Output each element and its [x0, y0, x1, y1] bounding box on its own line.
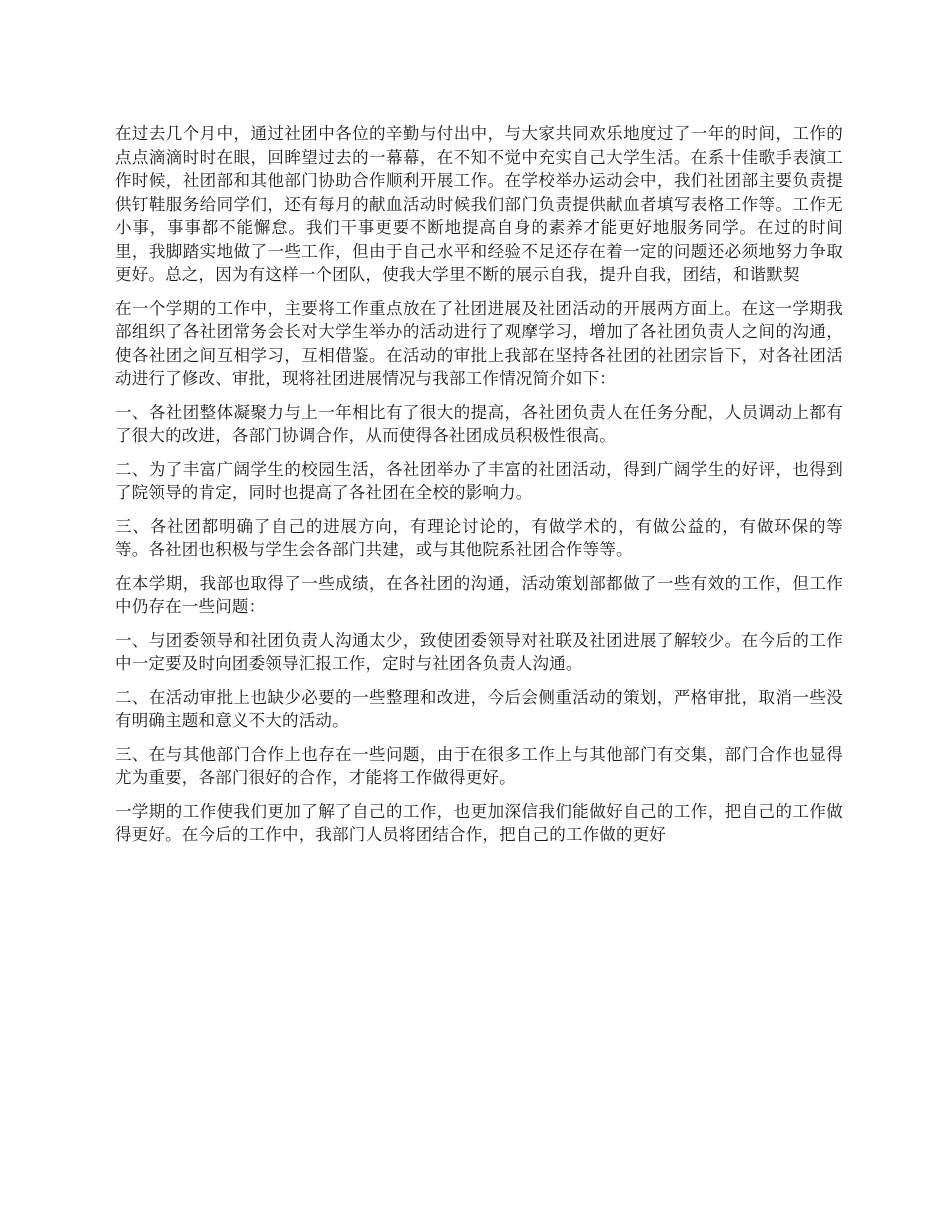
- paragraph-9: 三、在与其他部门合作上也存在一些问题，由于在很多工作上与其他部门有交集，部门合作也显得尤为重要，各部门很好的合作，才能将工作做得更好。: [115, 744, 843, 787]
- document-body: [115, 122, 843, 857]
- paragraph-10: 一学期的工作使我们更加了解了自己的工作，也更加深信我们能做好自己的工作，把自己的工作做得更好。在今后的工作中，我部门人员将团结合作，把自己的工作做的更好: [115, 801, 843, 844]
- paragraph-5: 三、各社团都明确了自己的进展方向，有理论讨论的，有做学术的，有做公益的，有做环保的等等。各社团也积极与学生会各部门共建，或与其他院系社团合作等等。: [115, 516, 843, 559]
- paragraph-8: 二、在活动审批上也缺少必要的一些整理和改进，今后会侧重活动的策划，严格审批，取消一些没有明确主题和意义不大的活动。: [115, 687, 843, 730]
- paragraph-3: 一、各社团整体凝聚力与上一年相比有了很大的提高，各社团负责人在任务分配，人员调动上都有了很大的改进，各部门协调合作，从而使得各社团成员积极性很高。: [115, 402, 843, 445]
- paragraph-6: 在本学期，我部也取得了一些成绩，在各社团的沟通，活动策划部都做了一些有效的工作，但工作中仍存在一些问题：: [115, 573, 843, 616]
- paragraph-2: 在一个学期的工作中，主要将工作重点放在了社团进展及社团活动的开展两方面上。在这一学期我部组织了各社团常务会长对大学生举办的活动进行了观摩学习，增加了各社团负责人之间的沟通，使各社团之间互相学习，互相借鉴。在活动的审批上我部在坚持各社团的社团宗旨下，对各社团活动进行了修改、审批，现将社团进展情况与我部工作情况简介如下：: [115, 298, 843, 388]
- paragraph-4: 二、为了丰富广阔学生的校园生活，各社团举办了丰富的社团活动，得到广阔学生的好评，也得到了院领导的肯定，同时也提高了各社团在全校的影响力。: [115, 459, 843, 502]
- paragraph-1: 在过去几个月中，通过社团中各位的辛勤与付出中，与大家共同欢乐地度过了一年的时间，工作的点点滴滴时时在眼，回眸望过去的一幕幕，在不知不觉中充实自己大学生活。在系十佳歌手表演工作时候，社团部和其他部门协助合作顺利开展工作。在学校举办运动会中，我们社团部主要负责提供钉鞋服务给同学们，还有每月的献血活动时候我们部门负责提供献血者填写表格工作等。工作无小事，事事都不能懈怠。我们干事更要不断地提高自身的素养才能更好地服务同学。在过的时间里，我脚踏实地做了一些工作，但由于自己水平和经验不足还存在着一定的问题还必须地努力争取更好。总之，因为有这样一个团队，使我大学里不断的展示自我，提升自我，团结，和谐默契: [115, 124, 843, 284]
- paragraph-7: 一、与团委领导和社团负责人沟通太少，致使团委领导对社联及社团进展了解较少。在今后的工作中一定要及时向团委领导汇报工作，定时与社团各负责人沟通。: [115, 630, 843, 673]
